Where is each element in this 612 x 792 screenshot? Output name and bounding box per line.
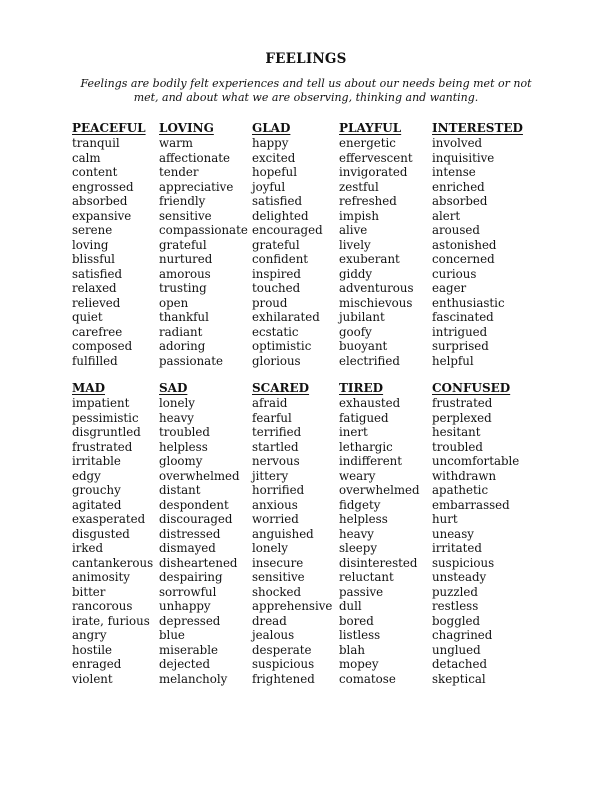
feeling-word: helpful: [432, 353, 474, 368]
feeling-word: blah: [339, 642, 365, 657]
feeling-word: alive: [339, 223, 368, 237]
feeling-word: anxious: [252, 497, 298, 512]
feeling-word: blissful: [72, 252, 115, 266]
feeling-word: irritable: [72, 454, 121, 468]
feeling-word: happy: [252, 136, 289, 150]
feeling-word: animosity: [72, 570, 130, 584]
feeling-word: tranquil: [72, 136, 120, 150]
feeling-word: intrigued: [432, 324, 488, 339]
feeling-word: affectionate: [159, 150, 230, 165]
feeling-word: mopey: [339, 657, 379, 671]
feeling-word: overwhelmed: [339, 483, 420, 497]
feeling-word: restless: [432, 599, 479, 613]
feeling-word: jealous: [252, 628, 295, 642]
feeling-word: dull: [339, 599, 362, 613]
feeling-word: fearful: [252, 410, 292, 425]
feeling-word: goofy: [339, 324, 372, 339]
feeling-column: [72, 380, 172, 686]
feeling-word: jubilant: [339, 310, 385, 324]
feeling-word: eager: [432, 281, 467, 295]
feeling-word: passive: [339, 584, 384, 599]
feeling-word: engrossed: [72, 179, 134, 194]
feeling-word: delighted: [252, 208, 309, 223]
feeling-word: disgruntled: [72, 425, 141, 439]
intro-paragraph: Feelings are bodily felt experiences and tell us about our needs being met or not met, and about what we are observing, thinking and wanting.: [80, 77, 532, 104]
feeling-word: shocked: [252, 584, 302, 599]
feeling-word: fulfilled: [72, 353, 118, 368]
feelings-section-negative: [0, 380, 612, 686]
feeling-word: friendly: [159, 194, 206, 208]
feeling-word: absorbed: [72, 194, 128, 208]
feeling-word: serene: [72, 223, 113, 237]
feeling-word: desperate: [252, 642, 312, 657]
feeling-word: sleepy: [339, 541, 378, 555]
feeling-word: grouchy: [72, 483, 121, 497]
feeling-word: absorbed: [432, 194, 488, 208]
feeling-word: astonished: [432, 237, 497, 252]
feeling-word: loving: [72, 237, 109, 252]
feeling-word: frustrated: [72, 439, 133, 454]
feeling-word: electrified: [339, 353, 400, 368]
column-heading: INTERESTED: [432, 121, 523, 135]
feeling-word: excited: [252, 150, 296, 165]
feeling-word: adoring: [159, 339, 206, 353]
feeling-word: unglued: [432, 642, 481, 657]
feeling-word: depressed: [159, 613, 221, 628]
feeling-word: blue: [159, 628, 185, 642]
feeling-word: irate, furious: [72, 613, 150, 628]
feeling-word: miserable: [159, 642, 218, 657]
feeling-word: expansive: [72, 208, 132, 223]
feeling-word: calm: [72, 150, 101, 165]
feeling-word: startled: [252, 439, 299, 454]
feeling-word: enraged: [72, 657, 122, 671]
page-title: FEELINGS: [265, 51, 347, 67]
feeling-word: detached: [432, 657, 488, 671]
feeling-word: composed: [72, 339, 133, 353]
feeling-word: impish: [339, 208, 379, 223]
feeling-word: lonely: [159, 396, 195, 410]
feeling-word: optimistic: [252, 339, 312, 353]
feeling-word: adventurous: [339, 281, 414, 295]
feeling-word: exasperated: [72, 512, 146, 526]
feeling-column: [159, 380, 259, 686]
feeling-word: nurtured: [159, 252, 213, 266]
feeling-word: violent: [72, 671, 113, 686]
feeling-word: encouraged: [252, 223, 323, 237]
feeling-column: [432, 120, 532, 368]
feeling-word: fidgety: [339, 497, 381, 512]
feeling-word: uneasy: [432, 526, 474, 541]
feeling-word: despairing: [159, 570, 223, 584]
feeling-word: lethargic: [339, 439, 393, 454]
feeling-word: trusting: [159, 281, 207, 295]
feeling-word: aroused: [432, 223, 480, 237]
feeling-word: jittery: [252, 468, 289, 483]
feeling-word: curious: [432, 266, 477, 281]
feeling-word: sensitive: [159, 208, 212, 223]
feeling-word: suspicious: [252, 657, 315, 671]
feeling-word: distant: [159, 483, 201, 497]
feeling-word: energetic: [339, 136, 396, 150]
feeling-word: comatose: [339, 671, 396, 686]
feeling-word: irked: [72, 541, 104, 555]
feeling-word: bored: [339, 613, 374, 628]
feeling-word: fatigued: [339, 410, 389, 425]
feeling-word: dismayed: [159, 541, 216, 555]
column-heading: LOVING: [159, 121, 214, 135]
feeling-word: uncomfortable: [432, 454, 520, 468]
feeling-word: grateful: [159, 237, 207, 252]
feeling-word: open: [159, 295, 189, 310]
feeling-word: touched: [252, 281, 301, 295]
feeling-word: weary: [339, 468, 376, 483]
feeling-word: glorious: [252, 353, 301, 368]
feeling-word: melancholy: [159, 671, 228, 686]
feeling-word: content: [72, 165, 118, 179]
feeling-word: frightened: [252, 671, 315, 686]
feeling-word: terrified: [252, 425, 302, 439]
feeling-word: troubled: [432, 439, 483, 454]
column-heading: SCARED: [252, 381, 310, 395]
column-heading: MAD: [72, 381, 105, 395]
feeling-word: lively: [339, 237, 371, 252]
column-heading: TIRED: [339, 381, 384, 395]
feeling-word: helpless: [159, 439, 208, 454]
feeling-word: unhappy: [159, 599, 211, 613]
feeling-word: perplexed: [432, 410, 492, 425]
feeling-word: cantankerous: [72, 555, 154, 570]
feeling-word: horrified: [252, 483, 305, 497]
feeling-word: carefree: [72, 324, 123, 339]
feeling-word: disgusted: [72, 526, 130, 541]
feeling-word: lonely: [252, 541, 288, 555]
feeling-word: enthusiastic: [432, 295, 505, 310]
feelings-section-positive: [0, 120, 612, 420]
feeling-word: hostile: [72, 642, 113, 657]
feeling-word: compassionate: [159, 223, 248, 237]
feeling-word: nervous: [252, 454, 300, 468]
feeling-word: passionate: [159, 353, 223, 368]
feeling-word: inspired: [252, 266, 301, 281]
column-heading: SAD: [159, 381, 188, 395]
feeling-word: enriched: [432, 179, 485, 194]
feeling-word: heavy: [159, 410, 194, 425]
feeling-word: worried: [252, 512, 299, 526]
feeling-word: irritated: [432, 541, 482, 555]
feeling-word: rancorous: [72, 599, 133, 613]
feeling-column: [72, 120, 172, 368]
feeling-word: giddy: [339, 266, 373, 281]
feeling-word: agitated: [72, 497, 122, 512]
feeling-word: troubled: [159, 425, 210, 439]
feeling-word: exuberant: [339, 252, 400, 266]
feeling-word: puzzled: [432, 584, 478, 599]
feeling-word: withdrawn: [432, 468, 497, 483]
feeling-word: quiet: [72, 310, 103, 324]
feeling-column: [432, 380, 532, 686]
feeling-word: hurt: [432, 512, 458, 526]
feeling-word: dejected: [159, 657, 211, 671]
feeling-word: radiant: [159, 324, 203, 339]
feeling-word: warm: [159, 136, 193, 150]
feeling-word: anguished: [252, 526, 314, 541]
feeling-word: exhilarated: [252, 310, 320, 324]
feeling-word: confident: [252, 252, 309, 266]
feeling-word: involved: [432, 136, 483, 150]
feeling-word: overwhelmed: [159, 468, 240, 483]
feeling-word: listless: [339, 628, 381, 642]
column-heading: CONFUSED: [432, 381, 511, 395]
feeling-word: relieved: [72, 295, 121, 310]
feeling-word: impatient: [72, 396, 130, 410]
feeling-word: suspicious: [432, 555, 495, 570]
feeling-word: invigorated: [339, 165, 408, 179]
feeling-word: despondent: [159, 497, 229, 512]
feeling-word: alert: [432, 208, 461, 223]
feeling-word: grateful: [252, 237, 300, 252]
feeling-word: hesitant: [432, 425, 481, 439]
feeling-column: [159, 120, 259, 368]
feeling-word: hopeful: [252, 165, 297, 179]
feeling-word: helpless: [339, 512, 388, 526]
feeling-word: gloomy: [159, 454, 203, 468]
feeling-word: concerned: [432, 252, 495, 266]
feeling-word: effervescent: [339, 150, 413, 165]
feeling-word: tender: [159, 165, 199, 179]
feeling-word: satisfied: [252, 194, 303, 208]
feeling-word: refreshed: [339, 194, 397, 208]
feeling-word: mischievous: [339, 295, 413, 310]
feeling-word: edgy: [72, 468, 101, 483]
feeling-word: afraid: [252, 396, 288, 410]
feeling-word: sensitive: [252, 570, 305, 584]
feeling-word: dread: [252, 613, 287, 628]
feeling-word: inert: [339, 425, 368, 439]
feeling-word: satisfied: [72, 266, 123, 281]
feeling-word: skeptical: [432, 671, 486, 686]
feeling-word: relaxed: [72, 281, 117, 295]
feeling-word: chagrined: [432, 628, 493, 642]
feeling-word: heavy: [339, 526, 374, 541]
column-heading: PLAYFUL: [339, 121, 402, 135]
feeling-word: amorous: [159, 266, 211, 281]
feeling-column: [252, 380, 352, 686]
feeling-column: [339, 120, 439, 368]
feeling-word: reluctant: [339, 570, 394, 584]
feeling-word: exhausted: [339, 396, 401, 410]
feeling-word: buoyant: [339, 339, 388, 353]
feeling-word: appreciative: [159, 179, 234, 194]
feeling-word: frustrated: [432, 396, 493, 410]
feeling-word: boggled: [432, 613, 481, 628]
feeling-word: embarrassed: [432, 497, 510, 512]
feeling-word: distressed: [159, 526, 221, 541]
feeling-word: disinterested: [339, 555, 418, 570]
feeling-word: fascinated: [432, 310, 494, 324]
column-heading: GLAD: [252, 121, 291, 135]
feeling-word: pessimistic: [72, 410, 139, 425]
feeling-word: unsteady: [432, 570, 487, 584]
feeling-word: insecure: [252, 555, 304, 570]
feeling-word: sorrowful: [159, 584, 217, 599]
feeling-word: angry: [72, 628, 107, 642]
feeling-word: intense: [432, 165, 476, 179]
feeling-column: [339, 380, 439, 686]
feeling-word: discouraged: [159, 512, 233, 526]
feeling-word: apathetic: [432, 483, 489, 497]
feeling-word: indifferent: [339, 454, 403, 468]
feeling-word: inquisitive: [432, 150, 495, 165]
feeling-word: apprehensive: [252, 599, 333, 613]
feeling-word: zestful: [339, 179, 379, 194]
feeling-word: disheartened: [159, 555, 238, 570]
feeling-column: [252, 120, 352, 368]
feeling-word: ecstatic: [252, 324, 299, 339]
feeling-word: proud: [252, 295, 288, 310]
column-heading: PEACEFUL: [72, 121, 146, 135]
feeling-word: joyful: [252, 179, 286, 194]
feeling-word: thankful: [159, 310, 209, 324]
feeling-word: bitter: [72, 584, 106, 599]
feeling-word: surprised: [432, 339, 489, 353]
